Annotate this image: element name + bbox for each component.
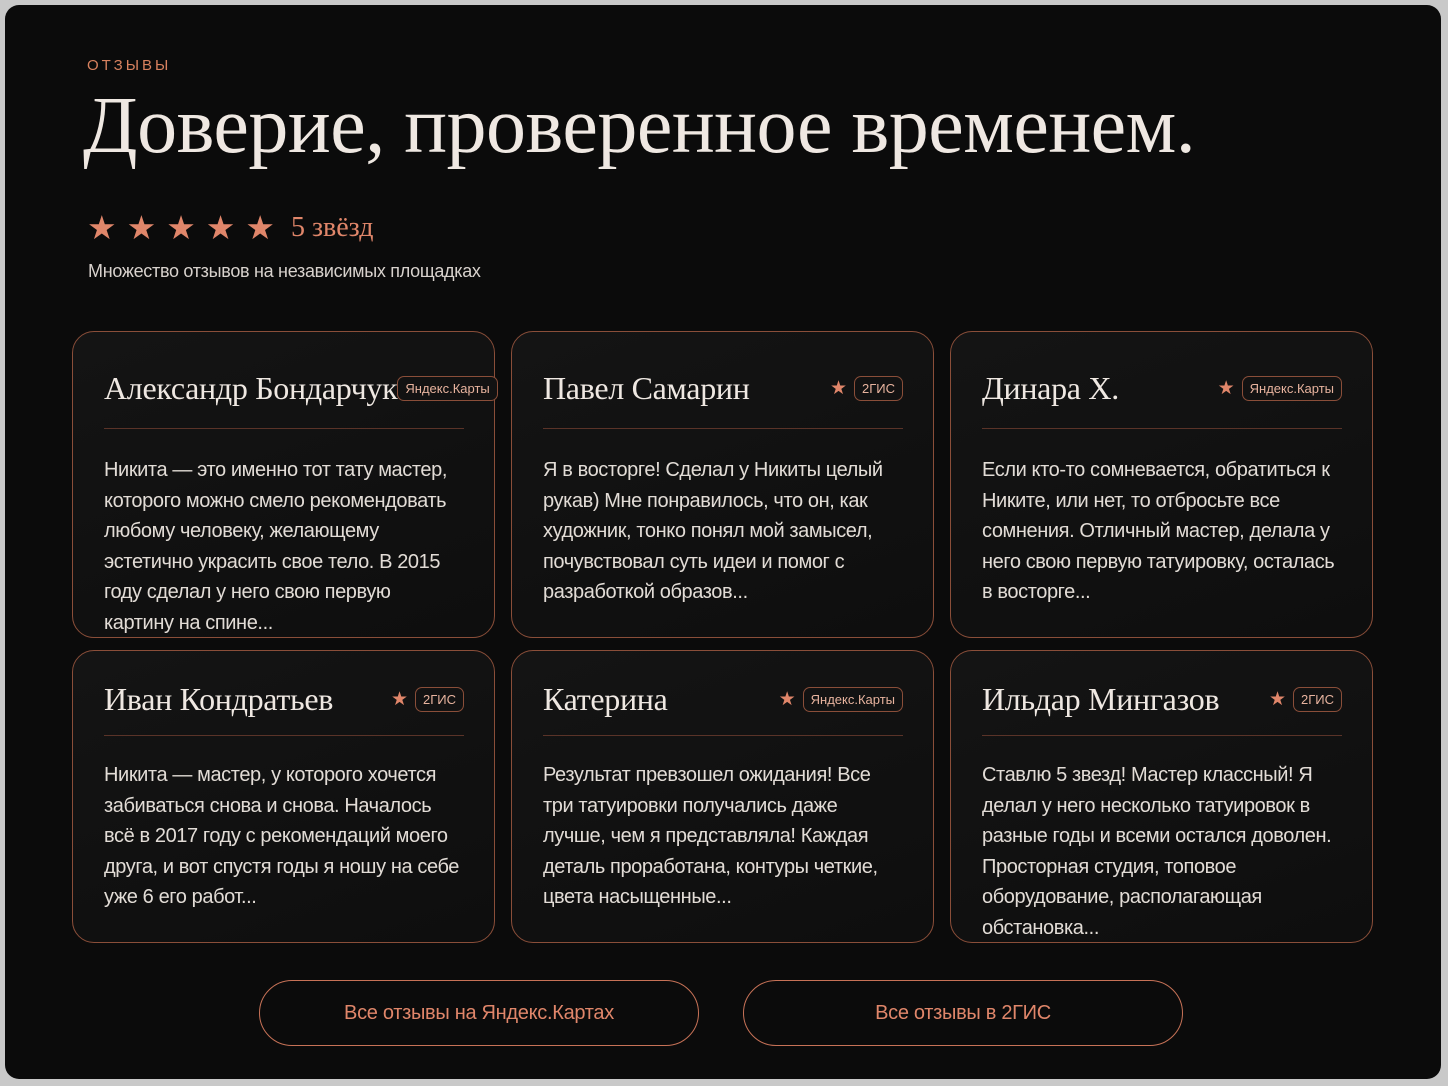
review-card (72, 331, 495, 638)
review-source (1218, 376, 1342, 401)
reviewer-name: Ильдар Мингазов (982, 680, 1220, 717)
section-eyebrow: ОТЗЫВЫ (87, 57, 172, 74)
reviewer-name: Катерина (543, 680, 668, 717)
review-text: Никита — мастер, у которого хочется забиваться снова и снова. Началось всё в 2017 году с рекомендаций моего друга, и вот спустя годы я ношу на себе уже 6 его работ... (104, 764, 460, 908)
star-icon: ★ (205, 209, 236, 246)
reviewer-name: Александр Бондарчук (104, 369, 398, 406)
review-text: Результат превзошел ожидания! Все три татуировки получались даже лучше, чем я представляла! Каждая деталь проработана, контуры четкие, цвета насыщенные... (543, 764, 878, 908)
review-text: Никита — это именно тот тату мастер, которого можно смело рекомендовать любому человеку, желающему эстетично украсить свое тело. В 2015 году сделал у него свою первую картину на спине... (104, 459, 448, 634)
source-badge: 2ГИС (415, 687, 464, 712)
review-source (1269, 687, 1342, 712)
star-icon: ★ (778, 688, 796, 710)
review-card (511, 331, 934, 638)
review-source (397, 376, 497, 401)
card-divider (543, 735, 903, 736)
rating-summary (87, 211, 373, 244)
review-card (950, 331, 1373, 638)
review-text: Если кто-то сомневается, обратиться к Никите, или нет, то отбросьте все сомнения. Отличный мастер, делала у него свою первую татуировку, осталась в восторге... (982, 459, 1335, 603)
review-source (830, 376, 903, 401)
source-badge: 2ГИС (1293, 687, 1342, 712)
source-badge: Яндекс.Карты (1242, 376, 1342, 401)
reviews-section (5, 5, 1441, 1079)
review-source (391, 687, 464, 712)
review-text: Ставлю 5 звезд! Мастер классный! Я делал у него несколько татуировок в разные годы и всеми остался доволен. Просторная студия, топовое оборудование, располагающая обстановка... (982, 764, 1332, 939)
review-text: Я в восторге! Сделал у Никиты целый рукав) Мне понравилось, что он, как художник, тонко понял мой замысел, почувствовал суть идеи и помог с разработкой образов... (543, 459, 883, 603)
star-icon: ★ (245, 209, 275, 246)
all-reviews-yandex-button[interactable]: Все отзывы на Яндекс.Картах (259, 980, 699, 1046)
reviewer-name: Динара Х. (982, 369, 1119, 406)
section-subtitle: Множество отзывов на независимых площадках (88, 261, 481, 281)
star-icon: ★ (829, 377, 847, 399)
reviewer-name: Иван Кондратьев (104, 680, 334, 717)
card-divider (104, 428, 464, 429)
card-divider (982, 735, 1342, 736)
review-card (511, 650, 934, 943)
card-divider (543, 428, 903, 429)
review-card (950, 650, 1373, 943)
source-badge: 2ГИС (854, 376, 903, 401)
rating-label: 5 звёзд (290, 211, 374, 243)
star-icon: ★ (87, 209, 117, 246)
star-icon: ★ (166, 209, 196, 246)
card-divider (104, 735, 464, 736)
all-reviews-2gis-button[interactable]: Все отзывы в 2ГИС (743, 980, 1183, 1046)
section-headline: Доверие, проверенное временем. (83, 82, 1196, 170)
star-icon: ★ (1217, 377, 1235, 399)
reviews-grid (72, 331, 1373, 943)
reviewer-name: Павел Самарин (543, 369, 750, 406)
review-source (779, 687, 903, 712)
card-divider (982, 428, 1342, 429)
star-icon: ★ (390, 688, 408, 710)
star-icon: ★ (126, 209, 157, 246)
source-badge: Яндекс.Карты (397, 376, 497, 401)
review-card (72, 650, 495, 943)
rating-stars (87, 211, 275, 244)
star-icon: ★ (1268, 688, 1286, 710)
source-badge: Яндекс.Карты (803, 687, 903, 712)
